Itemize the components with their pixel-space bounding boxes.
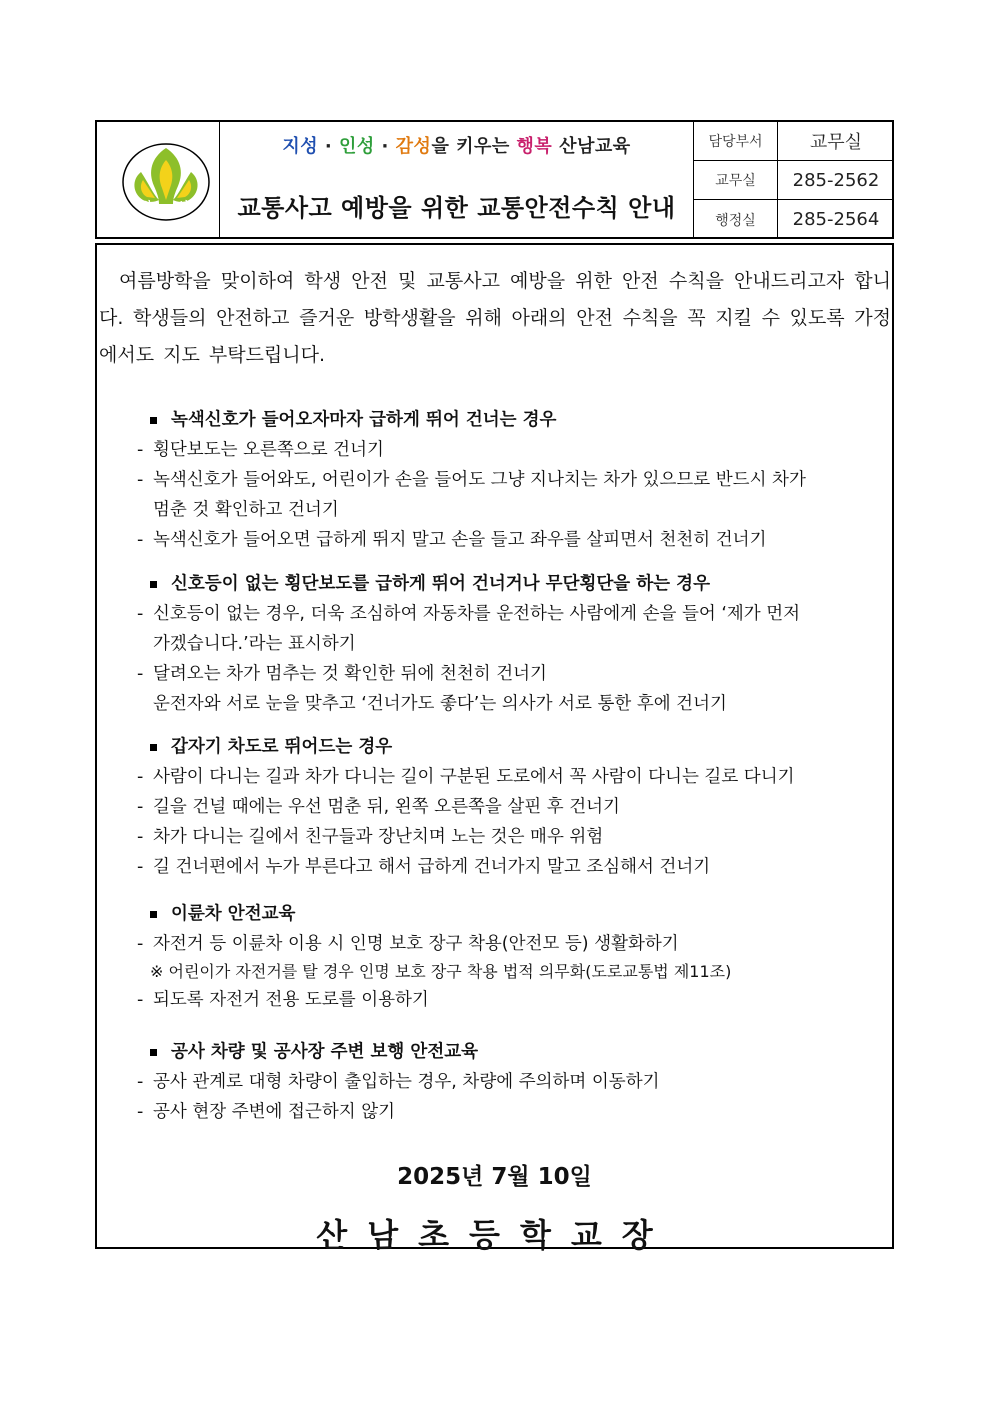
list-item [135, 792, 875, 822]
document-title: 교통사고 예방을 위한 교통안전수칙 안내 [237, 194, 676, 222]
logo-left-text: 산 [143, 201, 152, 211]
slogan-part-4: 을 키우는 [431, 136, 517, 157]
dash: - [137, 530, 144, 550]
slogan-part-5: 행복 [516, 136, 553, 157]
item-text: 횡단보도는 오른쪽으로 건너기 [153, 440, 384, 460]
logo-right-text: 남 [180, 201, 189, 211]
document-header [95, 120, 894, 239]
list-item [135, 435, 875, 465]
item-text: 공사 현장 주변에 접근하지 않기 [153, 1102, 396, 1122]
item-text: 자전거 등 이륜차 이용 시 인명 보호 장구 착용(안전모 등) 생활화하기 [153, 934, 679, 954]
item-text: 되도록 자전거 전용 도로를 이용하기 [153, 990, 429, 1010]
dash: - [137, 1072, 144, 1092]
item-text: 멈춘 것 확인하고 건너기 [153, 500, 339, 520]
item-text: 달려오는 차가 멈추는 것 확인한 뒤에 천천히 건너기 [153, 664, 547, 684]
notice-body [95, 243, 894, 1254]
list-item [135, 762, 875, 792]
list-item [135, 465, 875, 495]
section-sudden-road-entry [135, 732, 875, 882]
list-item [135, 1097, 875, 1127]
slogan-sep-2: · [374, 136, 396, 157]
contact-value: 285-2564 [792, 209, 880, 230]
contact-table [693, 122, 894, 237]
section-title: 이륜차 안전교육 [135, 899, 875, 929]
list-item [135, 525, 875, 555]
contact-row-department [694, 122, 894, 161]
slogan-part-2: 인성 [339, 136, 375, 157]
list-item-continued [135, 689, 875, 719]
issue-date: 2025년 7월 10일 [397, 1164, 592, 1190]
dash: - [137, 767, 144, 787]
item-text: 사람이 다니는 길과 차가 다니는 길이 구분된 도로에서 꼭 사람이 다니는 길로 다니기 [153, 767, 795, 787]
list-item-continued [135, 629, 875, 659]
title-cell [220, 122, 693, 237]
dash: - [137, 440, 144, 460]
slogan-part-6: 산남교육 [552, 136, 631, 157]
section-construction-zone [135, 1037, 875, 1127]
dash: - [137, 797, 144, 817]
dash: - [137, 990, 144, 1010]
item-text: 운전자와 서로 눈을 맞추고 ‘건너가도 좋다’는 의사가 서로 통한 후에 건너기 [153, 694, 727, 714]
contact-label: 교무실 [694, 161, 778, 199]
section-title: 녹색신호가 들어오자마자 급하게 뛰어 건너는 경우 [135, 405, 875, 435]
slogan-part-1: 지성 [282, 136, 319, 157]
section-title: 갑자기 차도로 뛰어드는 경우 [135, 732, 875, 762]
section-two-wheeler [135, 899, 875, 1015]
slogan [220, 132, 693, 158]
section-title: 신호등이 없는 횡단보도를 급하게 뛰어 건너거나 무단횡단을 하는 경우 [135, 569, 875, 599]
dash: - [137, 604, 144, 624]
dash: - [137, 827, 144, 847]
contact-value: 교무실 [809, 132, 863, 153]
contact-label: 담당부서 [694, 122, 778, 160]
list-item [135, 599, 875, 629]
list-item [135, 1067, 875, 1097]
dash: - [137, 470, 144, 490]
list-item [135, 929, 875, 959]
dash: - [137, 857, 144, 877]
item-text: 길을 건널 때에는 우선 멈춘 뒤, 왼쪽 오른쪽을 살핀 후 건너기 [153, 797, 620, 817]
item-text: 가겠습니다.’라는 표시하기 [153, 634, 356, 654]
contact-row-admin-office [694, 200, 894, 239]
item-text: 녹색신호가 들어오면 급하게 뛰지 말고 손을 들고 좌우를 살피면서 천천히 건너기 [153, 530, 767, 550]
intro-paragraph: 여름방학을 맞이하여 학생 안전 및 교통사고 예방을 위한 안전 수칙을 안내드리고자 합니다. 학생들의 안전하고 즐거운 방학생활을 위해 아래의 안전 수칙을 꼭 지킬 수 있도록 가정에서도 지도 부탁드립니다. [99, 270, 891, 366]
school-emblem-icon [121, 142, 211, 222]
contact-row-academic-office [694, 161, 894, 200]
list-item-continued [135, 495, 875, 525]
dash: - [137, 664, 144, 684]
list-item [135, 822, 875, 852]
contact-label: 행정실 [694, 200, 778, 239]
item-text: 녹색신호가 들어와도, 어린이가 손을 들어도 그냥 지나치는 차가 있으므로 반드시 차가 [153, 470, 806, 490]
item-text: 차가 다니는 길에서 친구들과 장난치며 노는 것은 매우 위험 [153, 827, 604, 847]
dash: - [137, 934, 144, 954]
principal-signature: 산남초등학교장 [316, 1216, 673, 1254]
item-text: 신호등이 없는 경우, 더욱 조심하여 자동차를 운전하는 사람에게 손을 들어 ‘제가 먼저 [153, 604, 801, 624]
section-green-signal [135, 405, 875, 555]
list-item [135, 852, 875, 882]
dash: - [137, 1102, 144, 1122]
legal-note: ※ 어린이가 자전거를 탈 경우 인명 보호 장구 착용 법적 의무화(도로교통법 제11조) [150, 962, 732, 981]
section-title: 공사 차량 및 공사장 주변 보행 안전교육 [135, 1037, 875, 1067]
list-item [135, 659, 875, 689]
logo-cell [97, 122, 220, 237]
section-no-signal-crosswalk [135, 569, 875, 719]
slogan-part-3: 감성 [395, 136, 432, 157]
item-text: 공사 관계로 대형 차량이 출입하는 경우, 차량에 주의하며 이동하기 [153, 1072, 660, 1092]
slogan-sep-1: · [318, 136, 339, 157]
list-item [135, 985, 875, 1015]
item-text: 길 건너편에서 누가 부른다고 해서 급하게 건너가지 말고 조심해서 건너기 [153, 857, 711, 877]
contact-value: 285-2562 [792, 169, 880, 191]
